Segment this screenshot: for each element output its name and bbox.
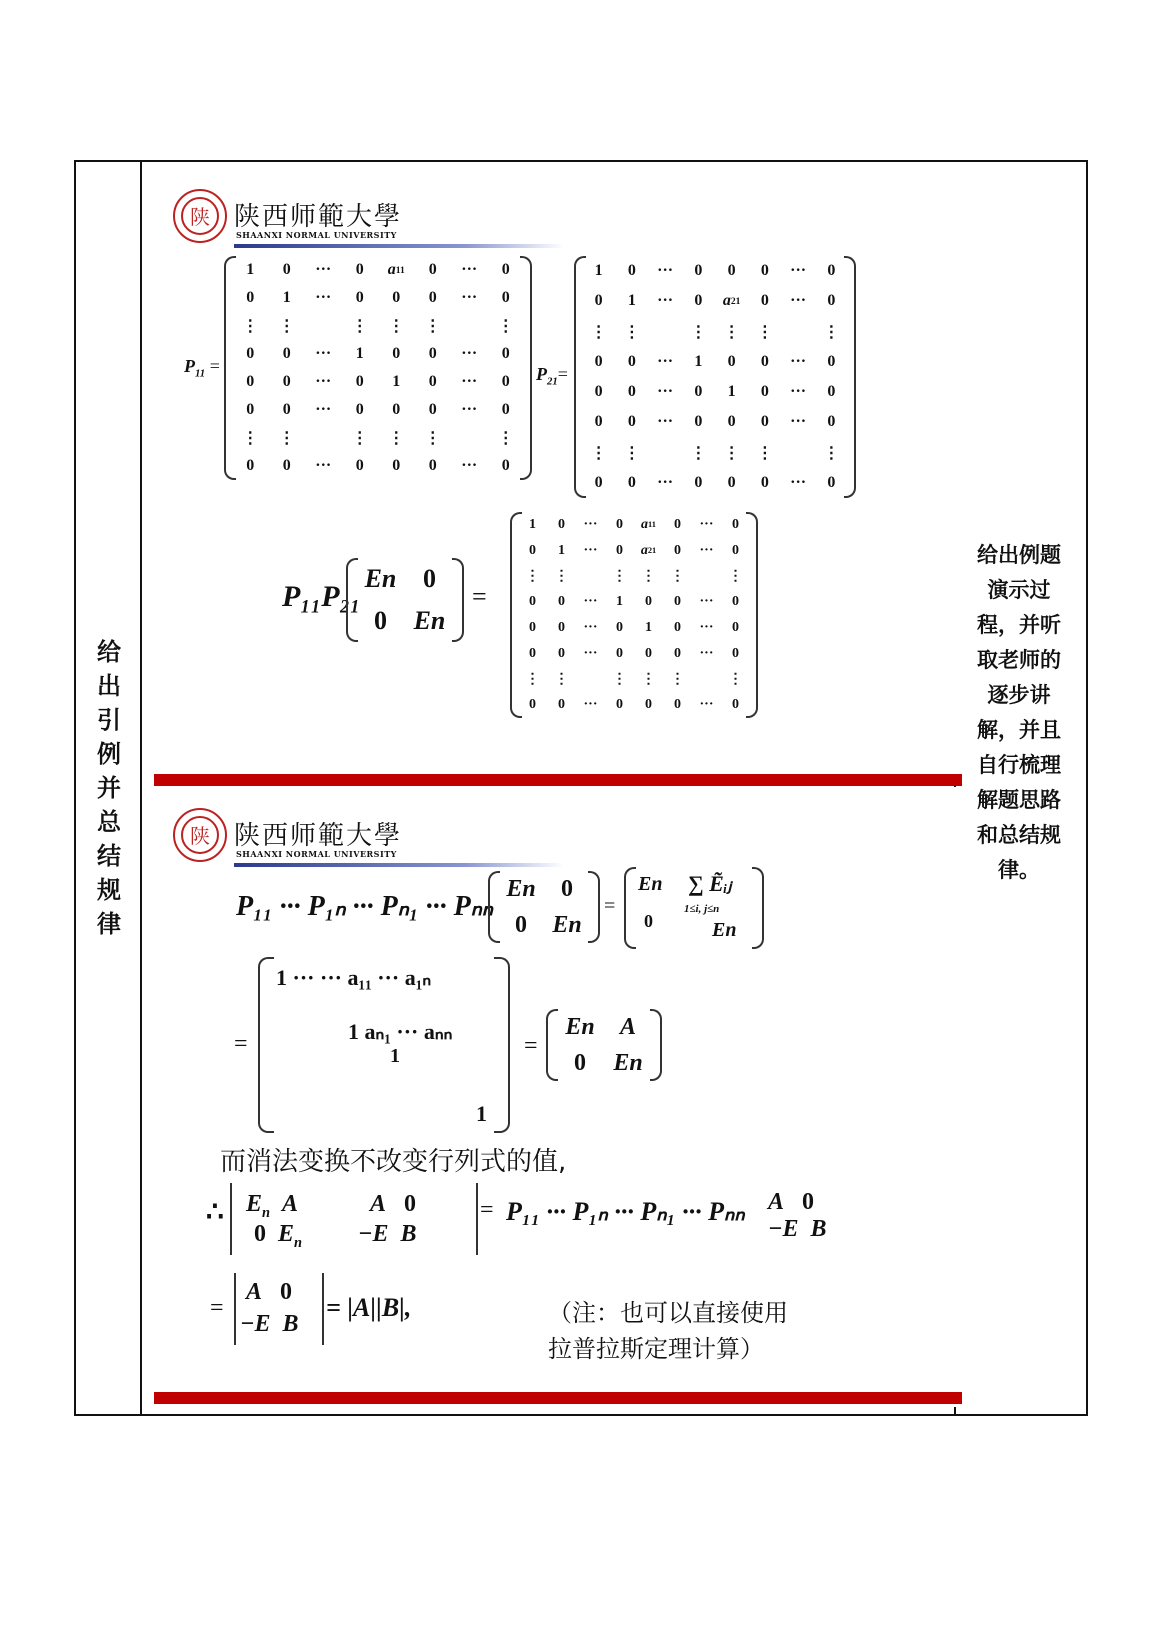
matrix-cell: 0 <box>529 542 536 558</box>
matrix-cell: ··· <box>315 401 332 418</box>
matrix-cell: ⋮ <box>823 444 840 462</box>
header-underline <box>234 244 564 248</box>
matrix-cell: ··· <box>315 345 332 362</box>
matrix-cell: 0 <box>594 292 603 310</box>
matrix-cell: ··· <box>461 345 478 362</box>
therefore-symbol: ∴ <box>206 1197 224 1228</box>
matrix-cell: ⋮ <box>612 568 627 584</box>
matrix-cell: ⋮ <box>351 318 368 335</box>
matrix-cell: ⋮ <box>278 318 295 335</box>
matrix-cell: 0 <box>616 542 623 558</box>
matrix-cell: ··· <box>583 697 598 713</box>
p11-matrix <box>224 256 532 480</box>
matrix-cell: 0 <box>827 473 836 491</box>
matrix-cell: 0 <box>594 473 603 491</box>
matrix-cell: 0 <box>501 345 510 362</box>
determinant-ab: A 0 −E B <box>234 1273 324 1345</box>
matrix-cell: 1 <box>246 261 255 278</box>
matrix-cell: 0 <box>627 383 636 401</box>
matrix-cell: 0 <box>645 594 652 610</box>
sum-range: 1≤i, j≤n <box>684 903 720 915</box>
equals-sign: = <box>604 895 616 917</box>
determinant-result: = |A||B|, <box>326 1293 412 1322</box>
matrix-cell <box>692 564 721 590</box>
sum-matrix-cell: En <box>638 873 663 895</box>
block-cell: 0 <box>374 606 387 635</box>
matrix-cell: ··· <box>657 473 674 491</box>
university-seal-icon <box>172 807 228 867</box>
matrix-cell: 0 <box>760 473 769 491</box>
matrix-cell: ··· <box>461 457 478 474</box>
matrix-cell: 0 <box>282 261 291 278</box>
matrix-cell: 0 <box>827 292 836 310</box>
matrix-cell: 0 <box>627 413 636 431</box>
matrix-cell: ⋮ <box>723 444 740 462</box>
matrix-cell: 0 <box>529 619 536 635</box>
equals-sign: = <box>480 1197 494 1223</box>
matrix-cell: 0 <box>428 261 437 278</box>
matrix-cell: 0 <box>529 645 536 661</box>
block-cell: 0 <box>423 564 436 593</box>
matrix-cell: 0 <box>732 542 739 558</box>
matrix-cell: 0 <box>501 261 510 278</box>
matrix-cell: 0 <box>246 401 255 418</box>
matrix-cell: 0 <box>428 345 437 362</box>
left-label: 给出引例并总结规律 <box>97 638 121 938</box>
matrix-cell: 0 <box>694 262 703 280</box>
matrix-cell: 0 <box>645 645 652 661</box>
matrix-cell: ··· <box>790 352 807 370</box>
matrix-cell: ⋮ <box>525 568 540 584</box>
block-identity-matrix <box>346 558 464 642</box>
result-block-matrix <box>546 1009 662 1081</box>
matrix-cell: a 11 <box>387 261 405 278</box>
matrix-cell: 0 <box>558 619 565 635</box>
matrix-cell: ⋮ <box>525 671 540 687</box>
matrix-cell: ⋮ <box>728 671 743 687</box>
matrix-cell: 1 <box>392 373 401 390</box>
university-name-en: SHAANXI NORMAL UNIVERSITY <box>236 230 397 240</box>
matrix-cell: ⋮ <box>823 323 840 341</box>
matrix-cell: 1 <box>727 383 736 401</box>
matrix-cell: 0 <box>727 413 736 431</box>
matrix-cell: 1 <box>529 516 536 532</box>
matrix-cell: a 21 <box>640 542 657 558</box>
matrix-cell <box>576 667 605 693</box>
matrix-cell: ··· <box>790 413 807 431</box>
matrix-cell: 0 <box>694 383 703 401</box>
block-cell: En <box>552 911 582 938</box>
matrix-cell: 0 <box>355 401 364 418</box>
matrix-cell: 0 <box>674 594 681 610</box>
matrix-cell: 0 <box>674 619 681 635</box>
matrix-cell: ··· <box>461 261 478 278</box>
matrix-cell: 1 <box>558 542 565 558</box>
matrix-cell: ··· <box>657 292 674 310</box>
matrix-cell: ⋮ <box>756 323 773 341</box>
matrix-cell: ··· <box>315 289 332 306</box>
matrix-cell: ⋮ <box>670 568 685 584</box>
lesson-table <box>74 160 1088 1416</box>
matrix-cell <box>451 312 488 340</box>
matrix-cell: 0 <box>674 542 681 558</box>
sum-matrix-cell: 0 <box>644 911 653 931</box>
matrix-cell: ··· <box>657 262 674 280</box>
matrix-cell: ··· <box>699 697 714 713</box>
matrix-cell: ··· <box>790 262 807 280</box>
matrix-cell <box>782 317 815 347</box>
matrix-cell: 0 <box>501 457 510 474</box>
matrix-cell: 1 <box>282 289 291 306</box>
matrix-cell: ⋮ <box>242 430 259 447</box>
p21-matrix <box>574 256 856 498</box>
matrix-cell: ··· <box>583 516 598 532</box>
matrix-cell: ⋮ <box>612 671 627 687</box>
matrix-cell: 0 <box>732 619 739 635</box>
matrix-cell: 0 <box>727 473 736 491</box>
slide-2 <box>154 787 962 1407</box>
matrix-cell <box>451 424 488 452</box>
matrix-cell: 0 <box>760 352 769 370</box>
matrix-cell: a 11 <box>641 516 656 532</box>
matrix-cell: 0 <box>282 373 291 390</box>
matrix-cell <box>649 317 682 347</box>
matrix-cell: 0 <box>760 413 769 431</box>
matrix-cell: 0 <box>355 289 364 306</box>
matrix-cell: 0 <box>627 352 636 370</box>
matrix-cell: 0 <box>501 401 510 418</box>
block-cell: 0 <box>561 875 573 902</box>
sum-matrix-cell: En <box>712 919 737 941</box>
matrix-cell: ⋮ <box>497 318 514 335</box>
svg-text:陕: 陕 <box>190 205 210 229</box>
matrix-cell: ··· <box>699 516 714 532</box>
matrix-cell: ⋮ <box>723 323 740 341</box>
block-cell: A <box>619 1013 636 1040</box>
sum-term: ∑ Ẽᵢⱼ <box>688 871 732 896</box>
right-note: 给出例题演示过程，并听取老师的逐步讲解，并且自行梳理解题思路和总结规律。 <box>977 543 1061 882</box>
elimination-product: P₁₁ ··· P₁ₙ ··· Pₙ₁ ··· Pₙₙ <box>506 1197 745 1226</box>
matrix-cell: ⋮ <box>623 323 640 341</box>
product-matrix <box>510 512 758 718</box>
matrix-cell: ··· <box>699 619 714 635</box>
block-cell: En <box>413 606 446 635</box>
matrix-cell: ··· <box>790 383 807 401</box>
matrix-cell: 0 <box>558 516 565 532</box>
matrix-cell: 1 <box>594 262 603 280</box>
matrix-cell <box>782 438 815 468</box>
matrix-cell: ··· <box>583 594 598 610</box>
matrix-cell: ⋮ <box>670 671 685 687</box>
matrix-cell: 0 <box>674 645 681 661</box>
equals-sign: = <box>234 1031 248 1057</box>
sum-matrix <box>624 867 764 949</box>
matrix-cell: ⋮ <box>590 444 607 462</box>
matrix-cell: ⋮ <box>388 318 405 335</box>
matrix-cell: 1 <box>694 352 703 370</box>
matrix-cell: 0 <box>501 289 510 306</box>
triangular-matrix <box>258 957 510 1133</box>
matrix-cell: 0 <box>246 345 255 362</box>
matrix-cell: 0 <box>501 373 510 390</box>
matrix-cell: ⋮ <box>756 444 773 462</box>
matrix-cell: 0 <box>355 457 364 474</box>
matrix-cell: ⋮ <box>497 430 514 447</box>
university-name: 陕西师範大學 <box>234 821 403 851</box>
p11-label: $P_{11}$ = <box>184 356 220 380</box>
matrix-cell: 0 <box>616 645 623 661</box>
matrix-cell: 0 <box>428 457 437 474</box>
matrix-cell: ⋮ <box>554 671 569 687</box>
matrix-cell: 0 <box>674 516 681 532</box>
matrix-cell: ⋮ <box>641 568 656 584</box>
matrix-cell: ⋮ <box>690 444 707 462</box>
matrix-row: 1 <box>476 1101 487 1126</box>
block-cell: En <box>613 1049 643 1076</box>
matrix-cell: 0 <box>558 645 565 661</box>
matrix-cell: 0 <box>355 261 364 278</box>
matrix-cell: 0 <box>594 413 603 431</box>
matrix-cell: 0 <box>760 292 769 310</box>
matrix-cell: 0 <box>732 697 739 713</box>
slide-1 <box>154 162 962 774</box>
block-identity-matrix <box>488 871 600 943</box>
equals-sign: = <box>524 1033 538 1059</box>
matrix-cell: 0 <box>827 383 836 401</box>
matrix-cell: ⋮ <box>623 444 640 462</box>
matrix-cell: ⋮ <box>424 430 441 447</box>
block-cell: 0 <box>515 911 527 938</box>
matrix-cell <box>649 438 682 468</box>
matrix-cell: ··· <box>461 373 478 390</box>
matrix-cell: ··· <box>699 594 714 610</box>
slide-divider-bar <box>154 774 962 786</box>
matrix-cell: ⋮ <box>388 430 405 447</box>
matrix-cell: ⋮ <box>728 568 743 584</box>
matrix-cell <box>305 424 342 452</box>
matrix-cell: ··· <box>583 619 598 635</box>
matrix-cell: ⋮ <box>278 430 295 447</box>
svg-text:陕: 陕 <box>190 824 210 848</box>
equals-sign: = <box>210 1295 224 1321</box>
matrix-cell: 0 <box>282 457 291 474</box>
matrix-cell: ⋮ <box>351 430 368 447</box>
matrix-cell <box>692 667 721 693</box>
matrix-cell: ··· <box>583 645 598 661</box>
matrix-cell: ⋮ <box>242 318 259 335</box>
university-seal-icon <box>172 188 228 248</box>
elimination-note: 而消法变换不改变行列式的值, <box>220 1147 567 1177</box>
block-cell: 0 <box>574 1049 586 1076</box>
matrix-cell: 0 <box>760 383 769 401</box>
matrix-cell: ⋮ <box>590 323 607 341</box>
matrix-cell: ··· <box>461 401 478 418</box>
matrix-cell: 0 <box>616 516 623 532</box>
matrix-cell: 0 <box>732 645 739 661</box>
matrix-cell: 0 <box>627 262 636 280</box>
matrix-cell: 0 <box>732 516 739 532</box>
left-label-cell <box>76 162 142 1414</box>
matrix-cell: ··· <box>699 645 714 661</box>
matrix-cell: ··· <box>315 261 332 278</box>
matrix-cell: 0 <box>827 352 836 370</box>
matrix-cell: ··· <box>461 289 478 306</box>
matrix-cell: 0 <box>428 401 437 418</box>
matrix-cell: 0 <box>732 594 739 610</box>
matrix-cell: 0 <box>827 262 836 280</box>
matrix-cell: 0 <box>428 373 437 390</box>
block-cell: En <box>506 875 536 902</box>
university-name: 陕西师範大學 <box>234 202 403 232</box>
equals-sign: = <box>472 582 487 611</box>
matrix-cell: 0 <box>727 352 736 370</box>
matrix-cell: ⋮ <box>690 323 707 341</box>
matrix-row: 1 <box>390 1045 400 1067</box>
matrix-cell: ··· <box>790 292 807 310</box>
laplace-note: （注：也可以直接使用 拉普拉斯定理计算） <box>548 1299 788 1363</box>
matrix-cell: 1 <box>616 594 623 610</box>
matrix-cell: ··· <box>790 473 807 491</box>
matrix-cell: 0 <box>594 352 603 370</box>
matrix-cell: a 21 <box>722 292 741 310</box>
matrix-cell: ··· <box>657 413 674 431</box>
matrix-cell: ⋮ <box>424 318 441 335</box>
matrix-cell: 0 <box>529 594 536 610</box>
matrix-cell: 0 <box>392 289 401 306</box>
matrix-cell: 0 <box>645 697 652 713</box>
block-cell: En <box>364 564 397 593</box>
matrix-cell: 0 <box>529 697 536 713</box>
matrix-row: 1 aₙ₁ ··· aₙₙ <box>348 1019 453 1044</box>
matrix-cell: 0 <box>594 383 603 401</box>
matrix-cell: ··· <box>583 542 598 558</box>
matrix-cell: 0 <box>355 373 364 390</box>
university-name-en: SHAANXI NORMAL UNIVERSITY <box>236 849 397 859</box>
elimination-product: P₁₁ ··· P₁ₙ ··· Pₙ₁ ··· Pₙₙ <box>236 891 494 922</box>
matrix-cell: ⋮ <box>554 568 569 584</box>
slide-divider-bar <box>154 1392 962 1404</box>
matrix-cell: 0 <box>694 473 703 491</box>
matrix-cell: 0 <box>616 619 623 635</box>
matrix-cell: 0 <box>282 345 291 362</box>
matrix-cell: 0 <box>428 289 437 306</box>
matrix-cell: 0 <box>827 413 836 431</box>
matrix-cell: ··· <box>657 352 674 370</box>
matrix-cell: 0 <box>282 401 291 418</box>
product-lhs: P₁₁P₂₁ <box>282 580 361 613</box>
matrix-cell: 1 <box>627 292 636 310</box>
matrix-cell: 0 <box>392 401 401 418</box>
matrix-cell: 0 <box>760 262 769 280</box>
matrix-cell <box>576 564 605 590</box>
matrix-cell: 0 <box>246 373 255 390</box>
matrix-cell: 1 <box>355 345 364 362</box>
matrix-cell: 0 <box>694 292 703 310</box>
block-matrix-ab: A 0 −E B <box>768 1189 827 1242</box>
column-divider <box>140 162 142 1414</box>
header-underline <box>234 863 564 867</box>
determinant-lhs: $E_n$ A 0 $E_n$ A 0 −E B <box>230 1183 478 1255</box>
p21-label: $P_{21}=$ <box>536 364 568 388</box>
matrix-cell: 0 <box>246 457 255 474</box>
matrix-cell: 0 <box>558 594 565 610</box>
matrix-cell: 0 <box>392 457 401 474</box>
matrix-row: 1 ··· ··· a₁₁ ··· a₁ₙ <box>276 965 432 990</box>
matrix-cell: 0 <box>558 697 565 713</box>
matrix-cell: ··· <box>315 373 332 390</box>
matrix-cell: 0 <box>246 289 255 306</box>
matrix-cell: 0 <box>392 345 401 362</box>
block-cell: En <box>565 1013 595 1040</box>
matrix-cell <box>305 312 342 340</box>
matrix-cell: 0 <box>727 262 736 280</box>
right-note-cell <box>952 162 1086 1414</box>
matrix-cell: ⋮ <box>641 671 656 687</box>
matrix-cell: ··· <box>699 542 714 558</box>
matrix-cell: 0 <box>627 473 636 491</box>
matrix-cell: 0 <box>616 697 623 713</box>
matrix-cell: 0 <box>674 697 681 713</box>
matrix-cell: 1 <box>645 619 652 635</box>
matrix-cell: ··· <box>657 383 674 401</box>
matrix-cell: ··· <box>315 457 332 474</box>
matrix-cell: 0 <box>694 413 703 431</box>
